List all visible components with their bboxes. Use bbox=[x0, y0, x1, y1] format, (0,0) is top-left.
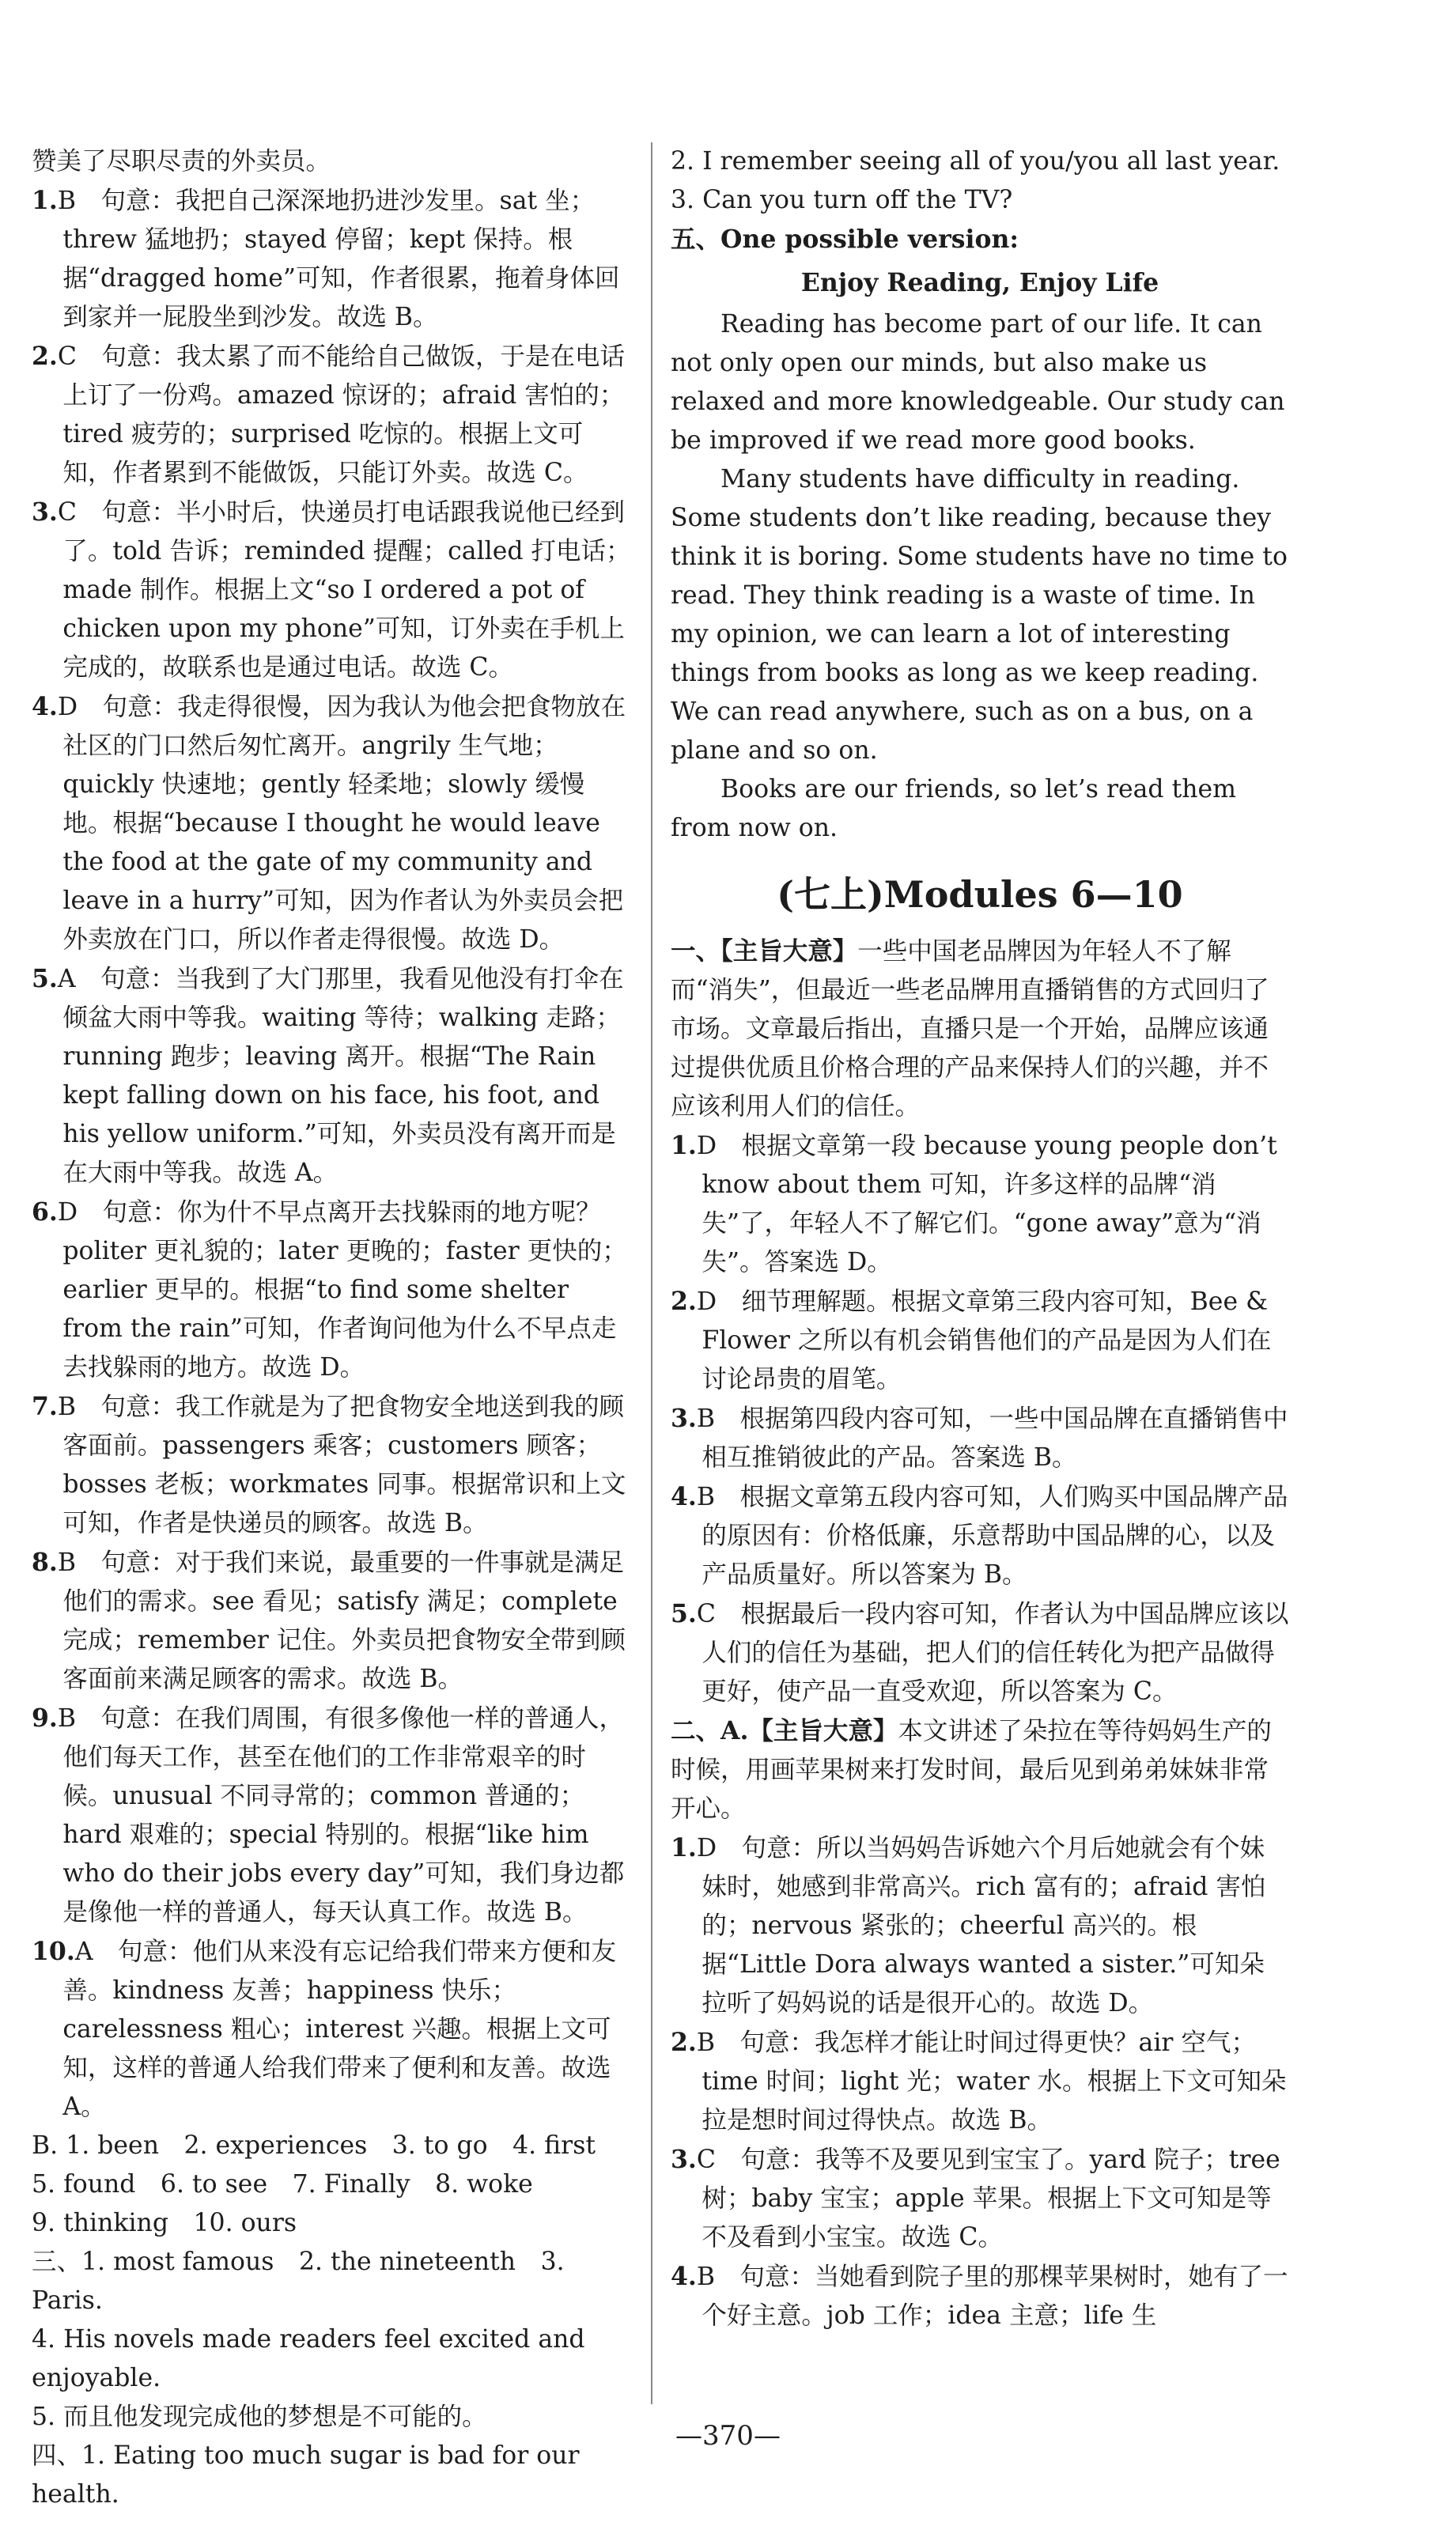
answer-number: 8. bbox=[32, 1548, 58, 1577]
answer-item bbox=[32, 1193, 631, 1387]
section-summary bbox=[671, 932, 1289, 1126]
answer-item bbox=[32, 959, 631, 1193]
answer-line: 三、1. most famous 2. the nineteenth 3. Paris. bbox=[32, 2248, 565, 2315]
answer-item bbox=[671, 1399, 1289, 1477]
answer-item bbox=[32, 687, 631, 959]
answer-number: 9. bbox=[32, 1704, 58, 1733]
answer-text: D 句意：我走得很慢，因为我认为他会把食物放在社区的门口然后匆忙离开。angrily 生气地；quickly 快速地；gently 轻柔地；slowly 缓慢地。根据“because I thought he would leave the food at the gate of my community and leave in a hurry”可知，因为作者认为外卖员会把外卖放在门口，所以作者走得很慢。故选 D。 bbox=[57, 693, 626, 954]
answer-number: 3. bbox=[671, 1404, 697, 1433]
answer-number: 10. bbox=[32, 1937, 75, 1966]
section-heading: 二、A.【主旨大意】 bbox=[671, 1716, 898, 1745]
answer-item bbox=[671, 2023, 1289, 2140]
answer-item bbox=[671, 1126, 1289, 1282]
section-heading: 五、One possible version: bbox=[671, 225, 1019, 254]
answer-number: 4. bbox=[671, 2262, 697, 2291]
answer-number: 5. bbox=[671, 1599, 697, 1628]
answer-item bbox=[32, 1543, 631, 1699]
answer-text: D 句意：所以当妈妈告诉她六个月后她就会有个妹妹时，她感到非常高兴。rich 富有的；afraid 害怕的；nervous 紧张的；cheerful 高兴的。根据“Little Dora always wanted a sister.”可知朵拉听了妈妈说的话是很开心的。故选 D。 bbox=[696, 1834, 1266, 2017]
answer-line: 5. 而且他发现完成他的梦想是不可能的。 bbox=[32, 2403, 487, 2431]
answer-number: 3. bbox=[32, 497, 58, 527]
answer-number: 1. bbox=[671, 1131, 697, 1160]
column-divider bbox=[651, 142, 652, 2404]
answer-text: B 句意：我工作就是为了把食物安全地送到我的顾客面前。passengers 乘客；customers 顾客；bosses 老板；workmates 同事。根据常识和上文可知，作者是快递员的顾客。故选 B。 bbox=[57, 1393, 626, 1537]
section-heading: 一、【主旨大意】 bbox=[671, 936, 858, 966]
answer-item bbox=[671, 1828, 1289, 2023]
section-text: 一些中国老品牌因为年轻人不了解而“消失”，但最近一些老品牌用直播销售的方式回归了市场。文章最后指出，直播只是一个开始，品牌应该通过提供优质且价格合理的产品来保持人们的兴趣，并不应该利用人们的信任。 bbox=[671, 937, 1269, 1121]
module-title: (七上)Modules 6—10 bbox=[777, 873, 1183, 916]
essay-paragraph: Many students have difficulty in reading. Some students don’t like reading, because they think it is boring. Some students have no time to read. They think reading is a waste of time. In my opinion, we can learn a lot of interesting things from books as long as we keep reading. We can read anywhere, such as on a bus, on a plane and so on. bbox=[671, 465, 1288, 765]
answer-text: B 句意：我怎样才能让时间过得更快？air 空气；time 时间；light 光；water 水。根据上下文可知朵拉是想时间过得快点。故选 B。 bbox=[696, 2029, 1287, 2135]
right-column bbox=[671, 142, 1289, 2335]
answer-text: D 根据文章第一段 because young people don’t know about them 可知，许多这样的品牌“消失”了，年轻人不了解它们。“gone away”意为“消失”。答案选 D。 bbox=[696, 1132, 1277, 1276]
answer-text: C 句意：半小时后，快递员打电话跟我说他已经到了。told 告诉；reminded 提醒；called 打电话；made 制作。根据上文“so I ordered a pot of chicken upon my phone”可知，订外卖在手机上完成的，故联系也是通过电话。故选 C。 bbox=[57, 498, 631, 682]
answer-text: B 句意：当她看到院子里的那棵苹果树时，她有了一个好主意。job 工作；idea 主意；life 生 bbox=[696, 2263, 1288, 2330]
answer-line: 5. found 6. to see 7. Finally 8. woke bbox=[32, 2170, 533, 2199]
answer-text: D 句意：你为什不早点离开去找躲雨的地方呢？politer 更礼貌的；later 更晚的；faster 更快的；earlier 更早的。根据“to find some shelter from the rain”可知，作者询问他为什么不早点走去找躲雨的地方。故选 D。 bbox=[57, 1198, 627, 1382]
answer-text: C 根据最后一段内容可知，作者认为中国品牌应该以人们的信任为基础，把人们的信任转化为把产品做得更好，使产品一直受欢迎，所以答案为 C。 bbox=[696, 1600, 1289, 1706]
answer-line: 四、1. Eating too much sugar is bad for our health. bbox=[32, 2441, 580, 2509]
answer-line: 赞美了尽职尽责的外卖员。 bbox=[32, 147, 331, 176]
answer-text: B 句意：对于我们来说，最重要的一件事就是满足他们的需求。see 看见；satisfy 满足；complete 完成；remember 记住。外卖员把食物安全带到顾客面前来满足顾客的需求。故选 B。 bbox=[57, 1548, 626, 1693]
answer-text: C 句意：我等不及要见到宝宝了。yard 院子；tree 树；baby 宝宝；apple 苹果。根据上下文可知是等不及看到小宝宝。故选 C。 bbox=[696, 2146, 1280, 2252]
answer-line: 4. His novels made readers feel excited and enjoyable. bbox=[32, 2325, 585, 2392]
left-column bbox=[32, 142, 631, 2514]
answer-text: A 句意：他们从来没有忘记给我们带来方便和友善。kindness 友善；happiness 快乐；carelessness 粗心；interest 兴趣。根据上文可知，这样的普通人给我们带来了便利和友善。故选 A。 bbox=[62, 1938, 617, 2121]
right-top-block bbox=[671, 142, 1289, 259]
answer-item bbox=[671, 2140, 1289, 2257]
answer-number: 1. bbox=[671, 1833, 697, 1862]
answer-item bbox=[671, 1282, 1289, 1399]
answer-line: B. 1. been 2. experiences 3. to go 4. first bbox=[32, 2131, 596, 2160]
answer-number: 5. bbox=[32, 964, 58, 993]
answer-text: B 根据第四段内容可知，一些中国品牌在直播销售中相互推销彼此的产品。答案选 B。 bbox=[696, 1405, 1288, 1472]
answer-number: 2. bbox=[32, 342, 58, 371]
answer-number: 1. bbox=[32, 186, 58, 215]
answer-line: 2. I remember seeing all of you/you all last year. bbox=[671, 147, 1280, 176]
answer-text: B 句意：我把自己深深地扔进沙发里。sat 坐；threw 猛地扔；stayed 停留；kept 保持。根据“dragged home”可知，作者很累，拖着身体回到家并一屁股坐到沙发。故选 B。 bbox=[57, 187, 620, 331]
answer-number: 4. bbox=[32, 692, 58, 721]
answer-text: B 句意：在我们周围，有很多像他一样的普通人，他们每天工作，甚至在他们的工作非常艰辛的时候。unusual 不同寻常的；common 普通的；hard 艰难的；special 特别的。根据“like him who do their jobs every day”可知，我们身边都是像他一样的普通人，每天认真工作。故选 B。 bbox=[57, 1704, 625, 1927]
answer-text: A 句意：当我到了大门那里，我看见他没有打伞在倾盆大雨中等我。waiting 等待；walking 走路；running 跑步；leaving 离开。根据“The Rain kept falling down on his face, his foot, and his yellow uniform.”可知，外卖员没有离开而是在大雨中等我。故选 A。 bbox=[57, 965, 624, 1187]
answer-number: 2. bbox=[671, 2028, 697, 2057]
answer-item bbox=[671, 1594, 1289, 1711]
answer-item bbox=[671, 2257, 1289, 2335]
answer-item bbox=[32, 181, 631, 337]
answer-item bbox=[32, 1932, 631, 2127]
answer-text: B 根据文章第五段内容可知，人们购买中国品牌产品的原因有：价格低廉，乐意帮助中国品牌的心，以及产品质量好。所以答案为 B。 bbox=[696, 1483, 1288, 1589]
answer-item bbox=[32, 493, 631, 687]
section-text: 本文讲述了朵拉在等待妈妈生产的时候，用画苹果树来打发时间，最后见到弟弟妹妹非常开心。 bbox=[671, 1717, 1272, 1823]
answer-number: 2. bbox=[671, 1287, 697, 1316]
essay-paragraph: Reading has become part of our life. It can not only open our minds, but also make us relaxed and more knowledgeable. Our study can be improved if we read more good books. bbox=[671, 310, 1285, 455]
answer-line: 3. Can you turn off the TV? bbox=[671, 186, 1013, 214]
answer-number: 6. bbox=[32, 1197, 58, 1227]
answer-item bbox=[671, 1477, 1289, 1594]
answer-number: 4. bbox=[671, 1482, 697, 1511]
essay-paragraph: Books are our friends, so let’s read them from now on. bbox=[671, 775, 1237, 842]
answer-number: 3. bbox=[671, 2145, 697, 2174]
answer-number: 7. bbox=[32, 1392, 58, 1421]
answer-text: D 细节理解题。根据文章第三段内容可知，Bee & Flower 之所以有机会销售他们的产品是因为人们在讨论昂贵的眉笔。 bbox=[696, 1288, 1272, 1393]
answer-item bbox=[32, 1387, 631, 1543]
section-summary bbox=[671, 1711, 1289, 1828]
page-number: —370— bbox=[675, 2420, 781, 2452]
answer-text: C 句意：我太累了而不能给自己做饭，于是在电话上订了一份鸡。amazed 惊讶的；afraid 害怕的；tired 疲劳的；surprised 吃惊的。根据上文可知，作者累到不能做饭，只能订外卖。故选 C。 bbox=[57, 342, 625, 487]
essay-body bbox=[671, 305, 1289, 848]
right-bottom-block bbox=[671, 932, 1289, 2335]
answer-item bbox=[32, 1699, 631, 1932]
answer-item bbox=[32, 337, 631, 493]
answer-line: 9. thinking 10. ours bbox=[32, 2209, 297, 2237]
essay-title: Enjoy Reading, Enjoy Life bbox=[800, 268, 1159, 297]
